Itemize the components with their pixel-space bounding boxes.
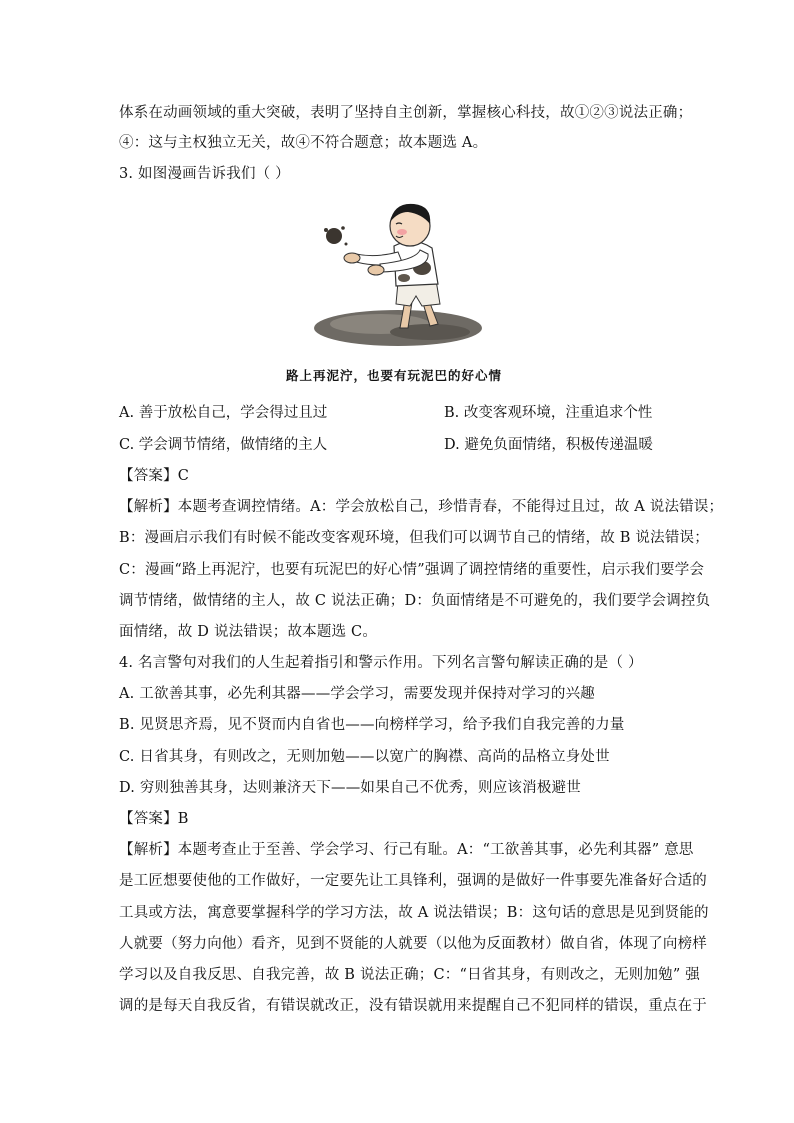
q4-option-a: A. 工欲善其事，必先利其器——学会学习，需要发现并保持对学习的兴趣 [119,686,595,702]
cartoon-caption: 路上再泥泞，也要有玩泥巴的好心情 [286,368,503,383]
q3-option-b: B. 改变客观环境，注重追求个性 [444,405,653,421]
q3-analysis-line: 面情绪，故 D 说法错误；故本题选 C。 [119,624,378,640]
q4-option-d: D. 穷则独善其身，达则兼济天下——如果自己不优秀，则应该消极避世 [119,780,581,796]
q4-analysis-line: 工具或方法，寓意要掌握科学的学习方法，故 A 说法错误；B：这句话的意思是见到贤能的 [119,905,709,921]
cartoon-illustration [310,200,482,350]
q4-answer: 【答案】B [119,811,189,827]
question-3-stem: 3. 如图漫画告诉我们（ ） [119,166,290,182]
text-line: ④：这与主权独立无关，故④不符合题意；故本题选 A。 [119,135,488,151]
q3-analysis-line: 调节情绪，做情绪的主人，故 C 说法正确；D：负面情绪是不可避免的，我们要学会调控负 [119,593,711,609]
q3-analysis-line: 【解析】本题考查调控情绪。A：学会放松自己，珍惜青春，不能得过且过，故 A 说法错误； [119,499,724,515]
q3-analysis-line: B：漫画启示我们有时候不能改变客观环境，但我们可以调节自己的情绪，故 B 说法错误； [119,530,709,546]
q3-option-d: D. 避免负面情绪，积极传递温暖 [444,437,653,453]
q3-option-a: A. 善于放松自己，学会得过且过 [119,405,328,421]
q4-analysis-line: 学习以及自我反思、自我完善，故 B 说法正确；C：“日省其身，有则改之，无则加勉” 强 [119,967,700,983]
q4-analysis-line: 是工匠想要使他的工作做好，一定要先让工具锋利，强调的是做好一件事要先准备好合适的 [119,873,707,889]
q4-option-c: C. 日省其身，有则改之，无则加勉——以宽广的胸襟、高尚的品格立身处世 [119,749,610,765]
question-4-stem: 4. 名言警句对我们的人生起着指引和警示作用。下列名言警句解读正确的是（ ） [119,655,643,671]
q3-answer: 【答案】C [119,468,190,484]
q4-analysis-line: 调的是每天自我反省，有错误就改正，没有错误就用来提醒自己不犯同样的错误，重点在于 [119,998,707,1014]
q4-analysis-line: 【解析】本题考查止于至善、学会学习、行己有耻。A：“工欲善其事，必先利其器” 意思 [119,842,694,858]
q4-option-b: B. 见贤思齐焉，见不贤而内自省也——向榜样学习，给予我们自我完善的力量 [119,717,625,733]
q4-analysis-line: 人就要（努力向他）看齐，见到不贤能的人就要（以他为反面教材）做自省，体现了向榜样 [119,936,707,952]
q3-option-c: C. 学会调节情绪，做情绪的主人 [119,437,328,453]
q3-analysis-line: C：漫画“路上再泥泞，也要有玩泥巴的好心情”强调了调控情绪的重要性，启示我们要学会 [119,562,705,578]
text-line: 体系在动画领域的重大突破，表明了坚持自主创新，掌握核心科技，故①②③说法正确； [119,105,693,121]
